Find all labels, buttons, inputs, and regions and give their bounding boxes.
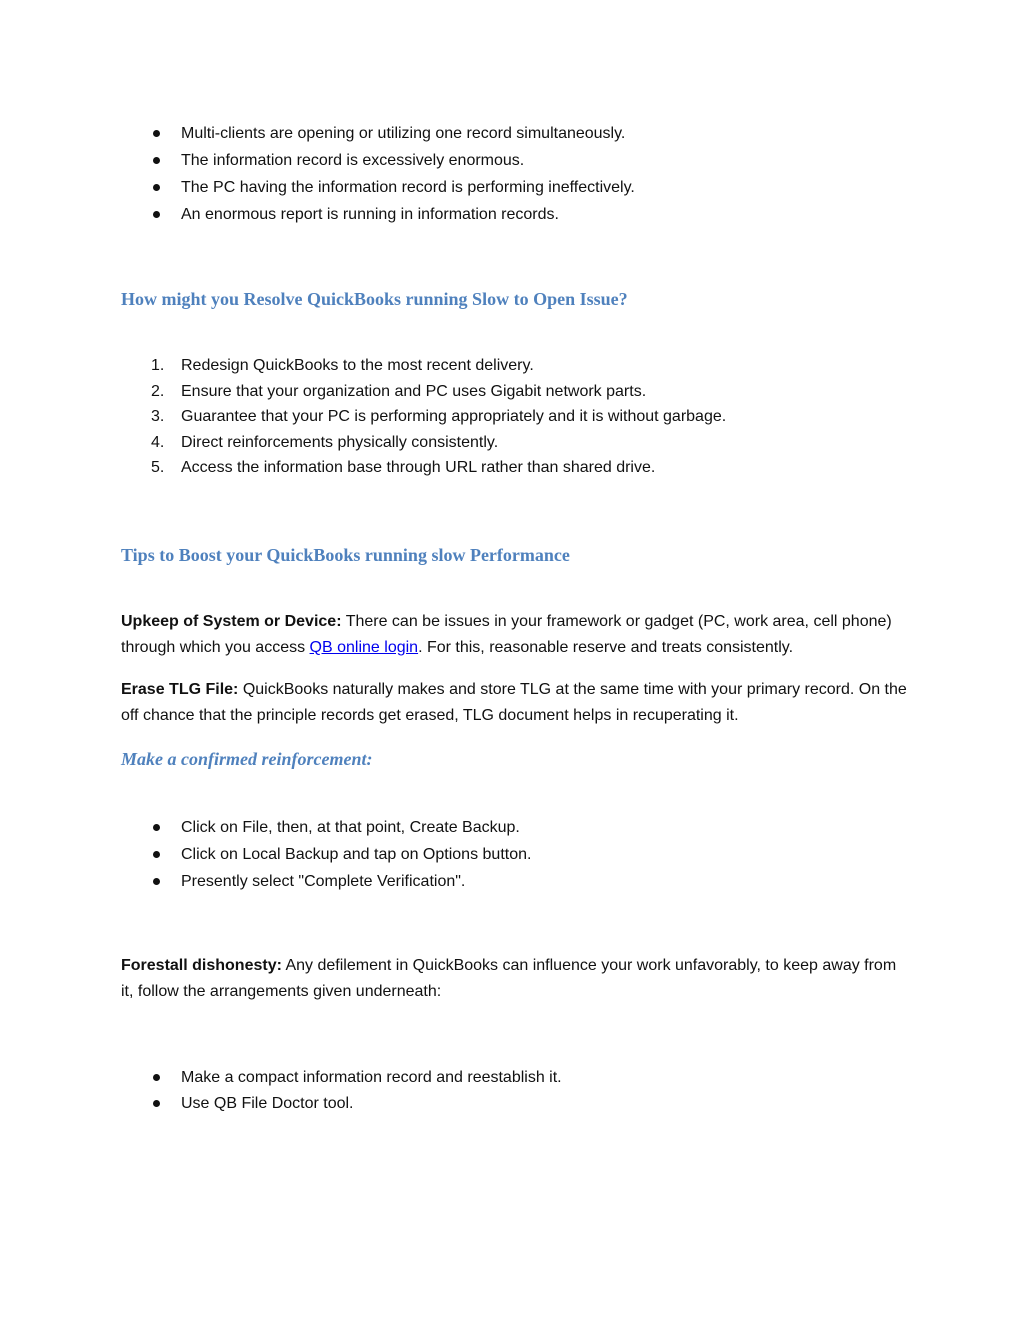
list-number: 5. [151,459,165,476]
list-item-text: Click on Local Backup and tap on Options button. [181,846,532,863]
list-item [121,120,911,147]
paragraph-text: There can be issues in your framework or gadget (PC, work area, cell phone) through which you access [121,613,892,656]
list-item-text: Access the information base through URL rather than shared drive. [181,459,656,476]
list-item [121,868,911,895]
list-item-text: Use QB File Doctor tool. [181,1095,354,1112]
list-item [121,814,911,841]
list-item [121,1065,911,1091]
paragraph-text: Any defilement in QuickBooks can influence your work unfavorably, to keep away from it, follow the arrangements given underneath: [121,957,897,1000]
paragraph-label: Upkeep of System or Device: [121,613,342,630]
list-number: 1. [151,357,165,374]
list-number: 3. [151,408,165,425]
list-item [121,174,911,201]
list-number: 2. [151,382,165,400]
list-item-text: The information record is excessively enormous. [181,152,525,169]
list-item-text: The PC having the information record is performing ineffectively. [181,179,635,196]
list-item [121,430,911,456]
list-item-text: Presently select "Complete Verification". [181,873,466,890]
section-heading-tips: Tips to Boost your QuickBooks running slow Performance [121,545,570,565]
resolve-steps-list [121,353,911,481]
section-heading-backup: Make a confirmed reinforcement: [121,749,373,769]
list-item-text: Ensure that your organization and PC uses Gigabit network parts. [181,382,647,400]
causes-list [121,120,911,228]
paragraph-label: Erase TLG File: [121,681,239,698]
qb-online-login-link[interactable]: QB online login [309,639,419,656]
section-heading-resolve: How might you Resolve QuickBooks running Slow to Open Issue? [121,289,628,309]
list-item [121,201,911,228]
list-item [121,379,911,405]
prevention-list [121,1065,911,1117]
list-item-text: Guarantee that your PC is performing appropriately and it is without garbage. [181,408,727,425]
list-item-text: Multi-clients are opening or utilizing one record simultaneously. [181,125,626,142]
list-item [121,1091,911,1117]
list-item-text: Click on File, then, at that point, Create Backup. [181,819,520,836]
paragraph-upkeep [121,609,911,661]
paragraph-erase-tlg [121,677,911,729]
backup-steps-list [121,814,911,895]
list-item [121,841,911,868]
list-item [121,353,911,379]
paragraph-forestall [121,953,911,1005]
list-item-text: An enormous report is running in information records. [181,206,559,223]
list-number: 4. [151,433,165,451]
list-item-text: Redesign QuickBooks to the most recent delivery. [181,357,534,374]
list-item-text: Make a compact information record and reestablish it. [181,1069,562,1086]
list-item [121,455,911,481]
list-item [121,147,911,174]
paragraph-label: Forestall dishonesty: [121,957,282,974]
list-item-text: Direct reinforcements physically consistently. [181,433,499,451]
list-item [121,404,911,430]
paragraph-text: QuickBooks naturally makes and store TLG at the same time with your primary record. On the off chance that the principle records get erased, TLG document helps in recuperating it. [121,681,907,724]
paragraph-text: . For this, reasonable reserve and treats consistently. [418,639,794,656]
